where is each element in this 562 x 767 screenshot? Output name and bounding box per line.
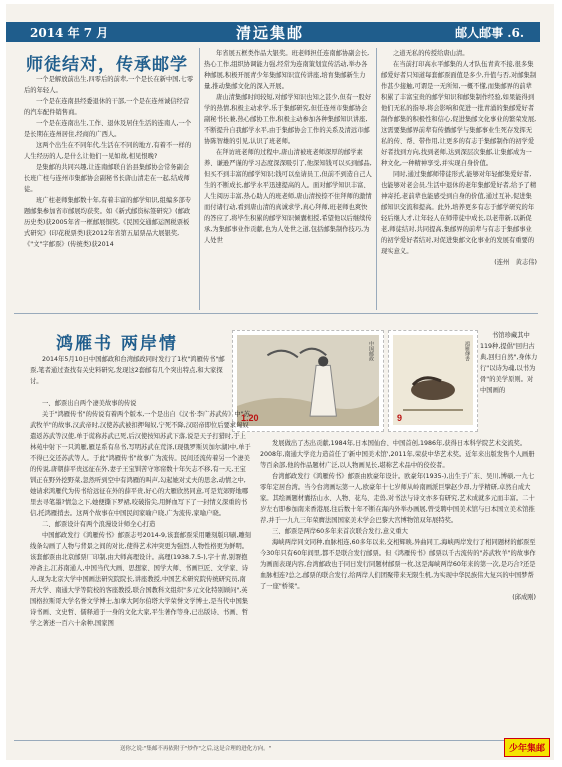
stamp-china [232,330,384,432]
footer-note: 送你之说:"集邮不再依附于"炒作"之后,这是合理的进化方向。" [120,746,272,752]
paragraph: 之道无私的传授给唐山清。 [393,50,469,57]
paragraph: 一个是在连南县经委退休的干部,一个是在连州诚信经营的汽车配件销售商。 [24,98,190,116]
paragraph: 三、邮票是两岸60多年来首次联合发行,意义重大 [272,528,408,535]
page-header [6,22,540,42]
paragraph: 2014年5月10日中国邮政和台湾邮政同时发行了1枚"鸿雁传书"邮票,笔者通过查找有关史料研究,发现这2套邮有几个突出特点,和大家探讨。 [30,356,225,385]
paragraph: 班广柱老师集邮数十年,有着丰富的邮学知识,组编多部专题邮集参加省市邮展均获奖。如《新式邮资标签研究》(邮政历史类)获2005年省一框邮展铜奖,《民国交通邮运图税票板式研究》(印花税票类)获2012年省第五届票品大展银奖,《"文"字邮票》(传统类)获2014 [24,197,192,248]
stamp-artwork [393,335,473,425]
paragraph: 发展做出了杰出贡献,1984年,日本国仙台、中国首创,1986年,获得日本科学院艺术交流奖。2008年,南通大学竞力造首任了'新中国美术馆',2011年,荣获中华艺术奖。近年来出版发售个人画册等百余部,他的作品题材广泛,以人物画见长,堪称艺术品中的佼佼者。 [260,440,535,469]
stamp-country: 中国邮政 [368,341,374,361]
stamp-taiwan [388,330,478,432]
article2-lead [30,354,225,394]
footer-divider [14,740,538,741]
paragraph: 书馆珍藏其中119种,提倡"回归古典,回归自然",身体力行"以诗为魂,以书为骨"的美学原则。对中国画的 [480,332,538,394]
article1-column-1 [24,74,194,306]
paragraph: 这两个出生在不同年代,生活在不同的地方,有着不一样的人生经历的人,是什么让他们一见如故,相见恨晚? [24,142,192,160]
paragraph: 台湾邮政发行《鸿雁传书》邮票由欧豪年设计。欧豪年(1935-),出生于广东、吴川,博硕,一九七零年定居台湾。当今台湾画坛第一人,欧豪年十七岁师从岭南画派巨擘赵少昂,力学精研,卓然自成大家。其绘画题材囊括山水、人物、花鸟、走兽,对书法与诗文亦多有研究,艺术成就多元而丰富。二十岁左右即参加南来香港展,往后数十年不断在海内外举办画展,曾受聘中国美术馆与日本国立美术馆推荐,并于一九九三年荣膺法国国家美术学会巴黎大宫博物馆双年展特奖。 [260,473,535,524]
article2-title: 鸿雁书 两岸情 [56,334,178,354]
article2-signature: (邱成刚) [512,594,536,601]
paragraph: 是集邮的共同兴趣,让连南邮联自治县集邮协会常务副会长班广柱与连州市集邮协会副秘书长唐山清走在一起,结成师徒。 [24,164,190,193]
paragraph: 一个是解放前出生,四零后的前辈,一个是长在新中国,七零后的年轻人。 [24,76,194,94]
issue-date: 2014 年 7 月 [30,26,109,40]
article1-title: 师徒结对，传承邮学 [26,55,188,75]
paragraph: 同时,通过集邮师带徒形式,能够对年轻邮集爱好者,也能够对老会员,生活中退休的老年集邮爱好者,给予了精神寄托,老前辈也能感受到自身的价值,通过互补,促进集邮知识交流和提高。此外,培养更多有志于邮学研究的年轻后继人才,让年轻人在师带徒中成长,以老带新,以新促老,师徒结对,共同提高,集邮界的前辈与有志于集邮事业的初学爱好者结对,对促进集邮文化事业的发展有重要的现实意义。 [381,171,537,255]
youth-philately-badge: 少年集邮 [504,738,550,757]
stamp-caption: 鴻雁傳書 [464,341,470,361]
article1-signature: (连州 黄志伟) [494,259,537,266]
column-divider [199,48,200,310]
article1-column-2 [204,48,372,310]
paragraph: 年省展五框类作品大银奖。班老师担任连南邮协副会长,热心工作,组织协调能力强,经常为连南策划宣传活动,举办各种邮展,积极开展青少年集邮知识宣传讲座,培育集邮新生力量,推动集邮文化的深入开展。 [204,50,370,90]
masthead: 清远集邮 [236,24,305,42]
paragraph: 一个是在连南出生,工作、退休及居住生活的连南人,一个是长期在连州居住,经商的广西人。 [24,120,192,138]
article2-column-3 [480,330,538,438]
article1-column-3 [381,48,537,310]
paragraph: 关于"鸿雁传书"的传说有着两个版本,一个是出自《汉书·李广苏武传》中"苏武牧羊"的故事,汉武帝时,汉使苏武被扣押匈奴,宁死不降,汉昭帝即位后要求匈奴遣返苏武等汉使,单于谎称苏武已死,后汉使按知苏武下落,说是天子打猎时,于上林苑中射下一只鸿雁,雁足系有帛书,写明苏武在荒泽,(现俄罗斯贝加尔湖)中,单于不得已交还苏武等人。于此"鸿雁传书"故事广为流传。民间还流传着另一个凄美的传说,唐朝薛平贵远征在外,妻子王宝钏苦守寒窑数十年矢志不移,有一天,王宝钏正在野外挖野菜,忽然听到空中有鸿雁的叫声,勾起她对丈夫的思念,动情之中,她请求鸿雁代为传书给远征在外的薛平贵,好心的大雁欣然同意,可是荒郊野地哪里去寻笔墨?情急之下,她便撕下罗裙,咬破指尖,用鲜血写下了一封情义深重的书信,托鸿雁捎去。这两个故事在中国民间家喻户晓,广为流传,家喻户晓。 [30,411,251,517]
stamp-denomination: 9 [397,413,403,423]
paragraph: 唐山清集邮时间较短,对邮学知识也知之甚少,但有一股好学的热情,积极主动求学,乐于集邮研究,但任连州市集邮协会副秘书长兼,热心邮协工作,积极主动参加各种集邮知识讲座,不断提升自我邮学水平,由于集邮协会工作的关系及清远市邮协陈智雄的引见,认识了班老师。 [204,94,372,145]
paragraph: 一、邮票出自两个凄美故事的传说 [42,400,137,407]
stamp-denomination: 1.20 [241,413,259,423]
article2-column-1 [30,398,252,738]
section-divider [14,313,538,314]
paragraph: 海峡两岸同文同种,血脉相连,60多年以来,交相辉映,异曲同工,海峡两岸发行了相同题材的邮票至今30年只有60年间里,都不是联合发行邮票。但《鸿雁传书》邮票以千古流传的"苏武牧羊"的故事作为画面表现内容,台湾邮政也于同日发行同题材邮票一枚,这是海峡两岸60年来的第一次,是巧合?还是血脉相连?总之,邮票的联合发行,给两岸人们团聚带来无限生机,为实现中华民族伟大复兴的中国梦帮了一座"桥梁"。 [260,539,536,590]
paragraph: 在当前打印高水平邮集的人才队伍青黄不接,很多集邮爱好者只知道每套邮票面值是多少,升值与否,对邮集制作甚少接触,可谓是一无所知,一概不懂,而集邮界的前辈积累了丰富宝贵的邮学知识和邮集制作经验,如果能得到他们无私的指导,将会影响和促进一批青涌的集邮爱好者制作邮集的积极性和信心,促进集邮文化事业的繁荣发展,这需要集邮界前辈有传播邮学与集邮事业生死存发挥无私的传、帮、带作用,让更多的有志于集邮制作的初学爱好者找到方向,找到老师,达到深层次集邮,让集邮成为一种文化,一种精神享受,并实现自身价值。 [381,61,537,167]
paragraph: 在拜访班老师的过程中,唐山清被班老师深厚的邮学素养、谦逊严谨的学习态度深深吸引了,他深知钱可以买到邮品,但买不到丰富的邮学知识;钱可以垒请员工,但前不到造自己人生的不断成长,邮学水平迅速提高的人。面对邮学知识丰富、人生阅历丰富,热心助人的班老师,唐山清按捺不住拜师的激情而付诸行动,看到唐山清的真诚求学,真心拜师,班老师也爽快的答应了,将毕生积累的邮学知识倾囊相授,希望他以后继续传承,为集邮事业作贡献,也为人处世之道,包括邮集制作技巧,为人处世 [204,149,372,244]
column-divider [376,48,377,310]
paragraph: 二、邮票设计有两个浪漫设计师全心打造 [42,521,156,528]
article2-column-2 [260,438,536,738]
paragraph: 中国邮政发行《鸿雁传书》邮票志号2014-9,该套邮票采用雕刻版印刷,雕刻线条勾画了人物与背景之间的对比,使得艺术冲突更为强烈,人物性格更为鲜明。该套邮票由北京邮票厂印制,由大师高理设计。高理(1938.7.5-),字十青,别署抱冲斋主,江苏南通人,中国当代大画、思想家、国学大师、书画巨匠、文学家、诗人,现为北京大学中国画法研究院院长,讲座教授,中国艺术研究院传统研究员,南开大学、南通大学等院校的客座教授,联合国教科文组织"多元文化特别顾问",英国格拉斯哥大学名誉文学博士,加拿大阿尔伯塔大学荣誉文学博士,是当代中国集诗书画、文史哲、儒释道于一身的文化大家,平生著作等身,已出版诗、书画、哲学之著述一百六十余种,国家图 [30,532,251,627]
section-page: 邮人邮事 .6. [455,26,524,40]
